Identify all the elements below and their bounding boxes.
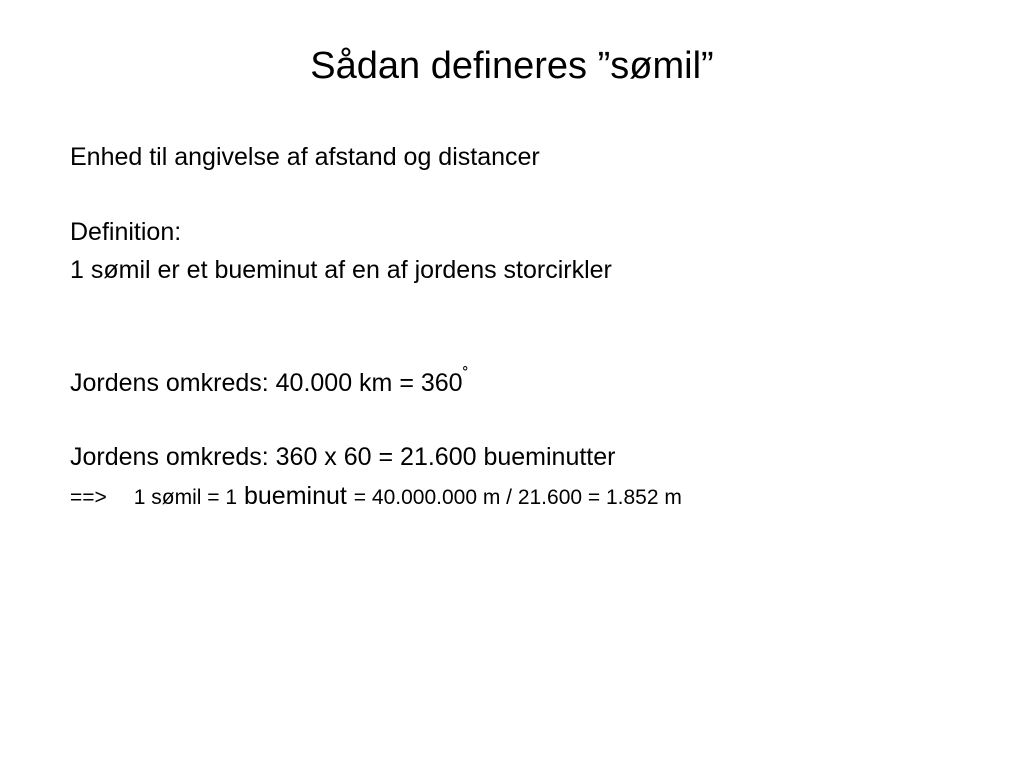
circumference-minutes: Jordens omkreds: 360 x 60 = 21.600 bueminutter (70, 443, 616, 471)
circumference-km-text: Jordens omkreds: 40.000 km = 360 (70, 369, 463, 397)
unit-description: Enhed til angivelse af afstand og distancer (70, 143, 540, 171)
degree-symbol: ˚ (462, 365, 469, 385)
definition-text: 1 sømil er et bueminut af en af jordens storcirkler (70, 256, 612, 284)
result-line (70, 481, 682, 513)
result-arrow: ==> (70, 486, 107, 509)
result-part1: 1 sømil = 1 (133, 486, 238, 509)
result-part2: bueminut (243, 482, 347, 510)
slide-title: Sådan defineres ”sømil” (310, 45, 714, 87)
result-part3: = 40.000.000 m / 21.600 = 1.852 m (353, 486, 682, 509)
definition-label: Definition: (70, 218, 182, 246)
circumference-km-line (70, 365, 469, 400)
